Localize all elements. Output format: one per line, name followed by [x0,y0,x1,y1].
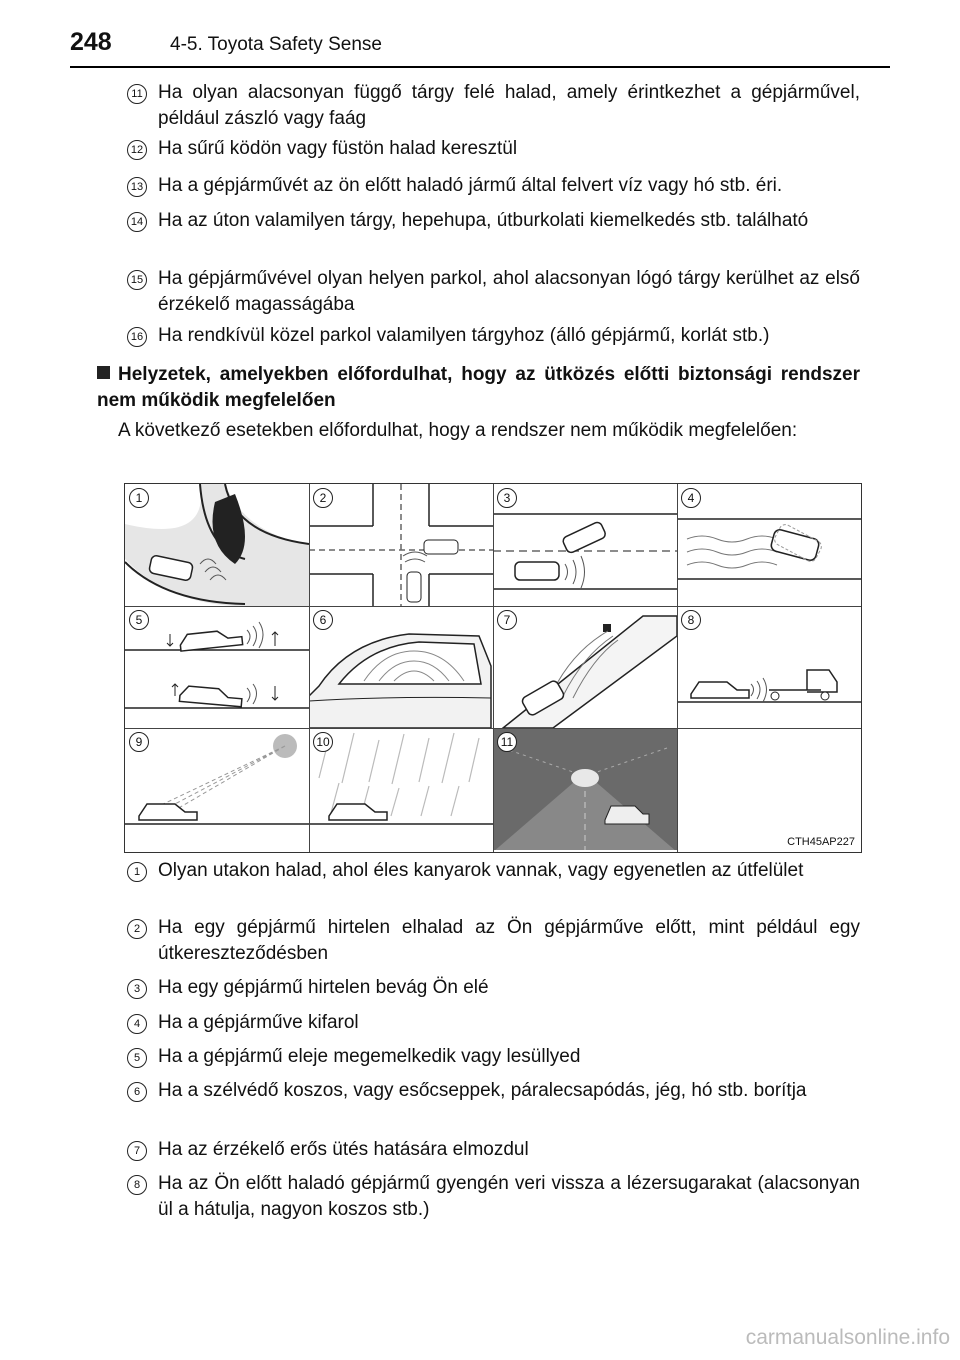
sharp-curve-illustration [125,484,309,606]
item-text: Ha a gépjárművét az ön előtt haladó jármű által felvert víz vagy hó stb. éri. [158,175,783,196]
figure-cell-3 [493,484,677,606]
section-heading [97,362,860,414]
item-text: Ha a szélvédő koszos, vagy esőcseppek, páralecsapódás, jég, hó stb. borítja [158,1080,807,1101]
item-number: 16 [127,327,147,347]
section-title: 4-5. Toyota Safety Sense [170,34,382,55]
cut-in-illustration [493,484,677,606]
bad-weather-illustration [309,728,493,850]
page-header [70,28,890,64]
figure-cell-4 [677,484,861,606]
item-number: 15 [127,270,147,290]
cell-number: 10 [313,732,333,752]
cell-number: 7 [497,610,517,630]
list-item [130,136,860,162]
figure-cell-6 [309,606,493,728]
pitch-illustration [125,606,309,728]
figure-cell-9 [125,728,309,850]
figure-code: CTH45AP227 [787,836,855,848]
cell-number: 5 [129,610,149,630]
list-item [130,1137,860,1163]
item-number: 1 [127,862,147,882]
grid-line [309,484,310,852]
list-item [130,323,860,349]
item-number: 13 [127,177,147,197]
figure-cell-10 [309,728,493,850]
figure-cell-5 [125,606,309,728]
list-item [130,915,860,967]
cell-number: 11 [497,732,517,752]
list-item [130,173,860,199]
list-item [130,975,860,1001]
list-item [130,208,860,234]
page-number: 248 [70,28,112,56]
item-text: Ha az érzékelő erős ütés hatására elmozdul [158,1139,529,1160]
illustration-figure [124,483,862,853]
item-text: Ha sűrű ködön vagy füstön halad keresztül [158,138,518,159]
grid-line [493,484,494,852]
figure-cell-1 [125,484,309,606]
figure-cell-11 [493,728,677,850]
cell-number: 8 [681,610,701,630]
skid-illustration [677,484,861,606]
list-item [130,1044,860,1070]
heading-text: Helyzetek, amelyekben előfordulhat, hogy az ütközés előtti biztonsági rendszer nem működik megfelelően [97,364,860,411]
list-item [130,1171,860,1223]
item-text: Ha egy gépjármű hirtelen bevág Ön elé [158,977,489,998]
item-number: 8 [127,1175,147,1195]
item-number: 12 [127,140,147,160]
list-item [130,1010,860,1036]
tunnel-illustration [493,728,677,850]
list-item [130,80,860,132]
item-text: Ha gépjárművével olyan helyen parkol, ahol alacsonyan lógó tárgy kerülhet az első érzékelő magasságába [158,268,860,315]
item-number: 11 [127,84,147,104]
cell-number: 3 [497,488,517,508]
item-number: 7 [127,1141,147,1161]
grid-line [125,606,861,607]
item-text: Ha az Ön előtt haladó gépjármű gyengén veri vissza a lézersugarakat (alacsonyan ül a hátulja, nagyon koszos stb.) [158,1173,860,1220]
cell-number: 1 [129,488,149,508]
list-item [130,266,860,318]
intersection-illustration [309,484,493,606]
item-text: Ha rendkívül közel parkol valamilyen tárgyhoz (álló gépjármű, korlát stb.) [158,325,770,346]
item-number: 6 [127,1082,147,1102]
windshield-illustration [309,606,493,728]
list-item [130,858,860,884]
cell-number: 9 [129,732,149,752]
item-text: Ha olyan alacsonyan függő tárgy felé halad, amely érintkezhet a gépjárművel, például zászló vagy faág [158,82,860,129]
item-text: Olyan utakon halad, ahol éles kanyarok vannak, vagy egyenetlen az útfelület [158,860,804,881]
figure-cell-8 [677,606,861,728]
item-number: 14 [127,212,147,232]
cell-number: 6 [313,610,333,630]
item-text: Ha a gépjármű eleje megemelkedik vagy lesüllyed [158,1046,581,1067]
cell-number: 4 [681,488,701,508]
item-text: Ha egy gépjármű hirtelen elhalad az Ön gépjárműve előtt, mint például egy útkereszteződésben [158,917,860,964]
item-text: Ha az úton valamilyen tárgy, hepehupa, útburkolati kiemelkedés stb. található [158,210,809,231]
item-text: Ha a gépjárműve kifarol [158,1012,359,1033]
header-rule [70,66,890,68]
low-reflect-illustration [677,606,861,728]
item-number: 2 [127,919,147,939]
grid-line [125,728,861,729]
watermark: carmanualsonline.info [745,1326,950,1349]
item-number: 5 [127,1048,147,1068]
intro-paragraph: A következő esetekben előfordulhat, hogy a rendszer nem működik megfelelően: [118,420,798,441]
item-number: 4 [127,1014,147,1034]
sensor-misaligned-illustration [493,606,677,728]
grid-line [677,484,678,852]
sunlight-illustration [125,728,309,850]
list-item [130,1078,860,1104]
cell-number: 2 [313,488,333,508]
item-number: 3 [127,979,147,999]
figure-cell-2 [309,484,493,606]
square-bullet-icon [97,366,110,379]
figure-cell-7 [493,606,677,728]
